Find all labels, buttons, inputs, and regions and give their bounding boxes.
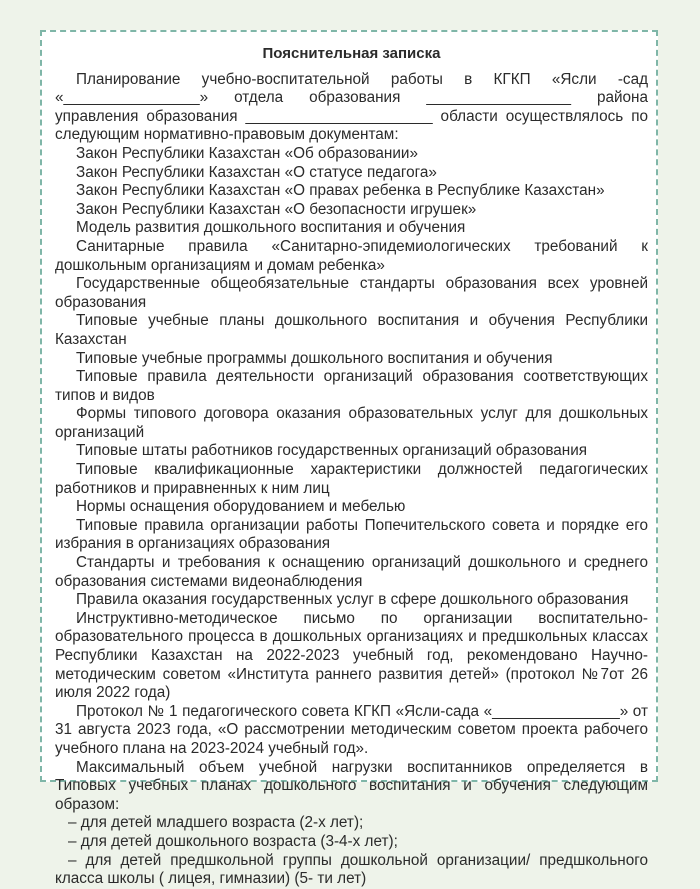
age-group-item: – для детей дошкольного возраста (3-4-х лет); <box>68 832 398 850</box>
document-paragraph: Типовые квалификационные характеристики должностей педагогических работников и приравненных к ним лиц <box>55 461 648 497</box>
law-item: Закон Республики Казахстан «О правах ребенка в Республике Казахстан» <box>76 182 605 200</box>
document-frame <box>40 30 658 888</box>
document-paragraph: Нормы оснащения оборудованием и мебелью <box>76 498 406 516</box>
age-group-item: – для детей младшего возраста (2-х лет); <box>68 814 364 832</box>
document-paragraph: Стандарты и требования к оснащению организаций дошкольного и среднего образования системами видеонаблюдения <box>55 554 648 590</box>
intro-paragraph: Планирование учебно-воспитательной работы в КГКП «Ясли -сад «________________» отдела образования _________________ района управления образования ______________________ области осуществлялось по следующим нормативно-правовым документам: <box>55 70 648 144</box>
document-paragraph: Типовые правила деятельности организаций образования соответствующих типов и видов <box>55 368 648 404</box>
document-paragraph: Правила оказания государственных услуг в сфере дошкольного образования <box>76 591 629 609</box>
age-group-item: – для детей предшкольной группы дошкольной организации/ предшкольного класса школы ( лицея, гимназии) (5- ти лет) <box>55 851 648 888</box>
document-paragraph: Государственные общеобязательные стандарты образования всех уровней образования <box>55 275 648 311</box>
document-paragraph: Максимальный объем учебной нагрузки воспитанников определяется в Типовых учебных планах дошкольного воспитания и обучения следующим образом: <box>55 758 648 813</box>
document-paragraph: Типовые штаты работников государственных организаций образования <box>76 442 588 460</box>
document-paragraph: Санитарные правила «Санитарно-эпидемиологических требований к дошкольным организациям и домам ребенка» <box>55 237 648 274</box>
document-paragraph: Типовые учебные планы дошкольного воспитания и обучения Республики Казахстан <box>55 312 648 348</box>
document-body <box>55 45 648 889</box>
law-item: Закон Республики Казахстан «О безопасности игрушек» <box>76 200 477 218</box>
law-item: Модель развития дошкольного воспитания и обучения <box>76 219 466 237</box>
document-title: Пояснительная записка <box>262 45 441 62</box>
document-paragraph: Протокол № 1 педагогического совета КГКП «Ясли-сада «_______________» от 31 августа 2023 года, «О рассмотрении методическим советом проекта рабочего учебного плана на 2023-2024 учебный год». <box>55 702 648 757</box>
law-item: Закон Республики Казахстан «О статусе педагога» <box>76 163 437 181</box>
document-paragraph: Формы типового договора оказания образовательных услуг для дошкольных организаций <box>55 405 648 441</box>
document-paragraph: Типовые учебные программы дошкольного воспитания и обучения <box>76 349 553 367</box>
document-paragraph: Типовые правила организации работы Попечительского совета и порядке его избрания в организациях образования <box>55 516 648 553</box>
law-item: Закон Республики Казахстан «Об образовании» <box>76 144 418 162</box>
document-paragraph: Инструктивно-методическое письмо по организации воспитательно-образовательного процесса в дошкольных организациях и предшкольных классах Республики Казахстан на 2022-2023 учебный год, рекомендовано Научно-методическим советом «Института раннего развития детей» (протокол №7от 26 июля 2022 года) <box>55 609 648 702</box>
